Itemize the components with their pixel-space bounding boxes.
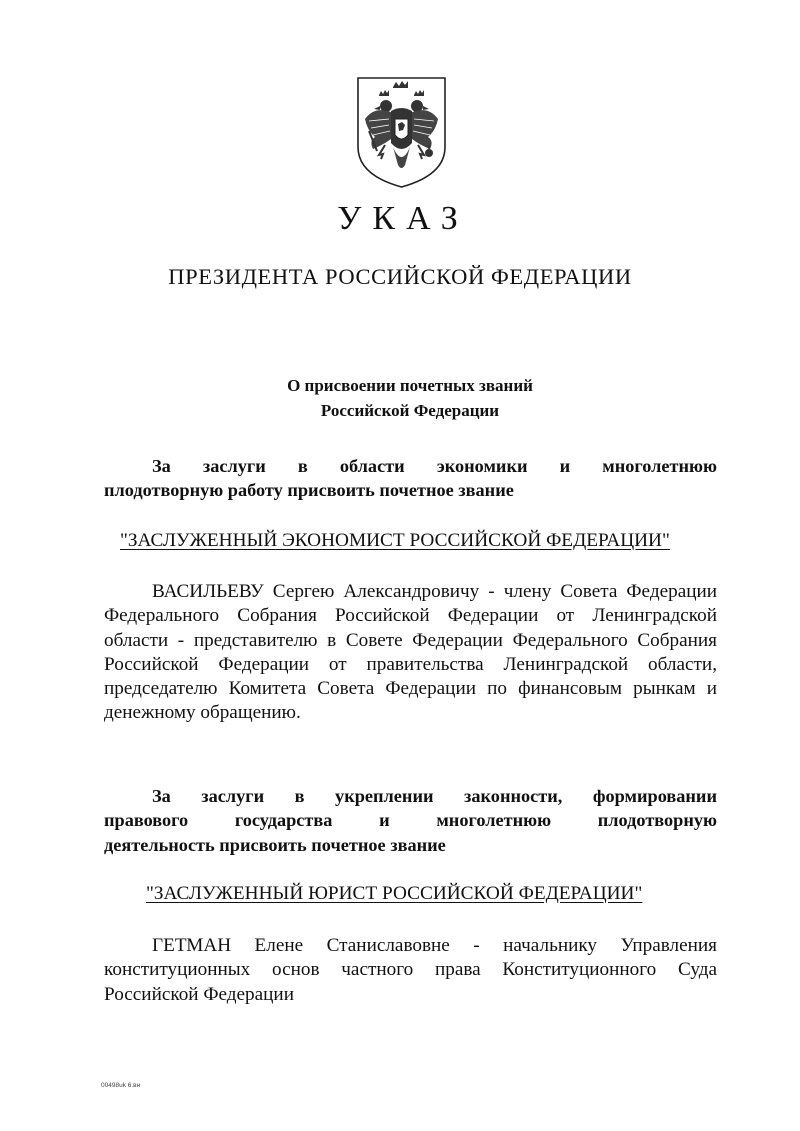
section1-awardee-text: Сергею Александровичу - члену Совета Федерации Федерального Собрания Российской Федерации от Ленинградской области - представителю в Совете Федерации Федерального Собрания Российской Федерации от правительства Ленинградской области, председателю Комитета Совета Федерации по финансовым рынкам и денежному обращению. [104,581,718,724]
section1-awardee [104,580,717,726]
section2-intro-line-1: За заслуги в укреплении законности, формировании [152,786,717,806]
section2-awardee [104,934,717,1007]
section2-awardee-text: Елене Станиславовне - начальнику Управления конституционных основ частного права Конституционного Суда Российской Федерации [104,935,718,1005]
section2-intro [104,784,717,857]
section1-intro [104,454,717,503]
section1-rank-title: "ЗАСЛУЖЕННЫЙ ЭКОНОМИСТ РОССИЙСКОЙ ФЕДЕРАЦИИ" [120,530,670,551]
section2-awardee-name: ГЕТМАН [152,935,232,956]
document-subject [200,373,620,423]
section2-intro-line-3: деятельность присвоить почетное звание [104,834,446,855]
document-subtitle: ПРЕЗИДЕНТА РОССИЙСКОЙ ФЕДЕРАЦИИ [168,264,632,289]
section2-rank-title: "ЗАСЛУЖЕННЫЙ ЮРИСТ РОССИЙСКОЙ ФЕДЕРАЦИИ" [146,883,643,904]
section1-intro-line-1: За заслуги в области экономики и многолетнюю [152,456,717,476]
subject-line-2: Российской Федерации [320,401,500,420]
double-headed-eagle-icon [355,75,448,190]
subject-line-1: О присвоении почетных званий [287,376,533,395]
section2-intro-line-2: правового государства и многолетнюю плодотворную [104,810,717,831]
document-title: УКАЗ [337,200,469,237]
document-code: 00498uk 6.вн [101,1082,141,1089]
coat-of-arms-emblem [355,75,448,190]
section1-awardee-name: ВАСИЛЬЕВУ [152,581,264,602]
section1-intro-line-2: плодотворную работу присвоить почетное звание [104,480,514,501]
